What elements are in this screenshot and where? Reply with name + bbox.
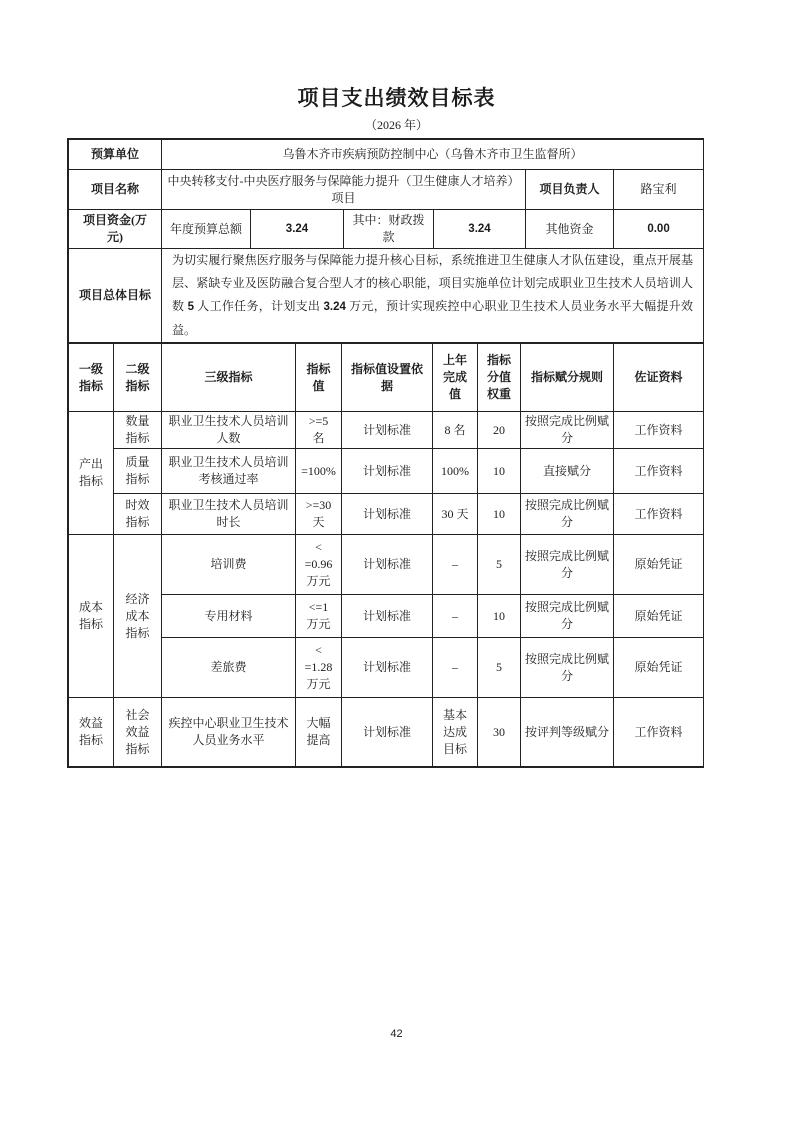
budget-unit-row (69, 140, 704, 170)
cell-basis: 计划标准 (342, 494, 433, 535)
cell-weight: 20 (478, 412, 521, 449)
fiscal-appropriation-value: 3.24 (434, 210, 526, 249)
cell-rule: 按照完成比例赋 分 (521, 412, 614, 449)
performance-target-table (67, 138, 704, 768)
cell-level3: 职业卫生技术人员培训时长 (162, 494, 296, 535)
indicator-row-quality (69, 449, 704, 494)
indicator-row-benefit (69, 698, 704, 767)
header-level2-indicator: 二级 指标 (114, 344, 162, 412)
cell-last-year: – (433, 638, 478, 698)
cell-evidence: 原始凭证 (614, 595, 704, 638)
cell-rule: 按评判等级赋分 (521, 698, 614, 767)
cell-rule: 按照完成比例赋 分 (521, 494, 614, 535)
overall-goal-row (69, 249, 704, 343)
indicator-row-special-materials (69, 595, 704, 638)
cell-basis: 计划标准 (342, 535, 433, 595)
cell-basis: 计划标准 (342, 698, 433, 767)
header-value-basis: 指标值设置依 据 (342, 344, 433, 412)
cell-level3: 差旅费 (162, 638, 296, 698)
cell-level3: 职业卫生技术人员培训考核通过率 (162, 449, 296, 494)
cell-value: < =0.96 万元 (296, 535, 342, 595)
cell-evidence: 工作资料 (614, 494, 704, 535)
cell-level3: 培训费 (162, 535, 296, 595)
overall-goal-label: 项目总体目标 (69, 249, 162, 343)
report-year: （2026 年） (364, 118, 428, 132)
indicator-row-quantity (69, 412, 704, 449)
header-last-year-value: 上年 完成 值 (433, 344, 478, 412)
group-benefit-indicator: 效益 指标 (69, 698, 114, 767)
cell-evidence: 原始凭证 (614, 638, 704, 698)
cell-weight: 10 (478, 595, 521, 638)
cell-last-year: 基本 达成 目标 (433, 698, 478, 767)
header-score-weight: 指标 分值 权重 (478, 344, 521, 412)
project-name-value: 中央转移支付-中央医疗服务与保障能力提升（卫生健康人才培养） 项目 (162, 170, 526, 210)
indicators-table (68, 343, 704, 767)
cell-basis: 计划标准 (342, 412, 433, 449)
page-title: 项目支出绩效目标表 (297, 86, 496, 110)
cell-evidence: 工作资料 (614, 698, 704, 767)
indicator-row-training-fee (69, 535, 704, 595)
cell-last-year: – (433, 535, 478, 595)
cell-weight: 5 (478, 535, 521, 595)
other-funds-value: 0.00 (614, 210, 704, 249)
cell-weight: 10 (478, 449, 521, 494)
group-economic-cost-indicator: 经济 成本 指标 (114, 535, 162, 698)
cell-rule: 按照完成比例赋 分 (521, 638, 614, 698)
overall-goal-text: 为切实履行聚焦医疗服务与保障能力提升核心目标，系统推进卫生健康人才队伍建设，重点开展基层、紧缺专业及医防融合复合型人才的核心职能，项目实施单位计划完成职业卫生技术人员培训人数 5 人工作任务，计划支出 3.24 万元，预计实现疾控中心职业卫生技术人员业务水平大幅提升效益。 (162, 249, 704, 343)
budget-unit-value: 乌鲁木齐市疾病预防控制中心（乌鲁木齐市卫生监督所） (162, 140, 704, 170)
annual-budget-value: 3.24 (251, 210, 344, 249)
indicators-header-row (69, 344, 704, 412)
cell-rule: 按照完成比例赋 分 (521, 595, 614, 638)
cell-value: >=30 天 (296, 494, 342, 535)
cell-value: =100% (296, 449, 342, 494)
cell-basis: 计划标准 (342, 449, 433, 494)
cell-rule: 按照完成比例赋 分 (521, 535, 614, 595)
cell-evidence: 原始凭证 (614, 535, 704, 595)
annual-budget-label: 年度预算总额 (162, 210, 251, 249)
cell-level3: 职业卫生技术人员培训人数 (162, 412, 296, 449)
cell-basis: 计划标准 (342, 595, 433, 638)
project-info-table (68, 139, 704, 343)
cell-level3: 专用材料 (162, 595, 296, 638)
cell-last-year: 30 天 (433, 494, 478, 535)
cell-basis: 计划标准 (342, 638, 433, 698)
cell-value: 大幅 提高 (296, 698, 342, 767)
group-cost-indicator: 成本 指标 (69, 535, 114, 698)
project-leader-label: 项目负责人 (526, 170, 614, 210)
other-funds-label: 其他资金 (526, 210, 614, 249)
cell-level2: 数量 指标 (114, 412, 162, 449)
indicator-row-timeliness (69, 494, 704, 535)
cell-level2: 时效 指标 (114, 494, 162, 535)
header-indicator-value: 指标 值 (296, 344, 342, 412)
cell-weight: 10 (478, 494, 521, 535)
cell-value: < =1.28 万元 (296, 638, 342, 698)
project-name-row (69, 170, 704, 210)
group-social-benefit-indicator: 社会 效益 指标 (114, 698, 162, 767)
cell-last-year: 100% (433, 449, 478, 494)
cell-last-year: 8 名 (433, 412, 478, 449)
cell-evidence: 工作资料 (614, 449, 704, 494)
cell-level2: 质量 指标 (114, 449, 162, 494)
header-scoring-rule: 指标赋分规则 (521, 344, 614, 412)
project-leader-value: 路宝利 (614, 170, 704, 210)
cell-weight: 5 (478, 638, 521, 698)
cell-weight: 30 (478, 698, 521, 767)
project-funds-row (69, 210, 704, 249)
header-level1-indicator: 一级 指标 (69, 344, 114, 412)
cell-level3: 疾控中心职业卫生技术人员业务水平 (162, 698, 296, 767)
cell-value: >=5 名 (296, 412, 342, 449)
project-name-label: 项目名称 (69, 170, 162, 210)
budget-unit-label: 预算单位 (69, 140, 162, 170)
header-level3-indicator: 三级指标 (162, 344, 296, 412)
page-number: 42 (390, 1028, 403, 1040)
header-supporting-material: 佐证资料 (614, 344, 704, 412)
group-output-indicator: 产出 指标 (69, 412, 114, 535)
cell-evidence: 工作资料 (614, 412, 704, 449)
fiscal-appropriation-label: 其中：财政拨 款 (344, 210, 434, 249)
cell-rule: 直接赋分 (521, 449, 614, 494)
cell-last-year: – (433, 595, 478, 638)
funds-label: 项目资金(万 元) (69, 210, 162, 249)
indicator-row-travel-fee (69, 638, 704, 698)
cell-value: <=1 万元 (296, 595, 342, 638)
